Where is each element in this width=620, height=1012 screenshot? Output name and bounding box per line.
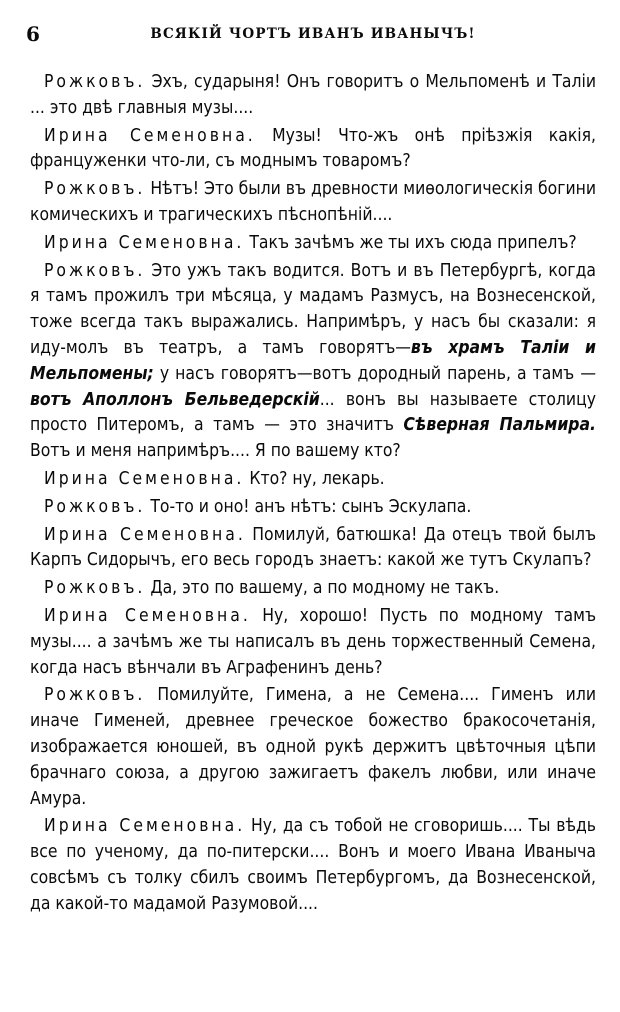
speech-text: ... вонъ вы называете столицу просто Питеромъ, а тамъ — это значитъ [30,389,596,436]
dialogue-paragraph [30,231,596,257]
speech-text: Музы! Что-жъ онѣ пріѣзжія какія, француженки что-ли, съ моднымъ товаромъ? [30,125,596,172]
speaker-name: Рожковъ. [44,72,146,92]
speech-text: у насъ говорятъ—вотъ дородный парень, а тамъ — [153,363,596,384]
speech-text: Помилуйте, Гимена, а не Семена.... Гименъ или иначе Гименей, древнее греческое божество бракосочетанія, изображается юношей, въ одной рукѣ держитъ цвѣточныя цѣпи брачнаго союза, а другою зажигаетъ факелъ любви, или иначе Амура. [30,685,596,809]
speaker-name: Рожковъ. [44,685,146,706]
speech-text: Да, это по вашему, а по модному не такъ. [145,578,500,599]
speaker-name: Ирина Семеновна. [44,468,245,489]
dialogue-paragraph [30,124,596,176]
speaker-name: Рожковъ. [44,260,146,281]
dialogue-paragraph [30,576,596,602]
speech-text: То-то и оно! анъ нѣтъ: сынъ Эскулапа. [145,496,472,517]
dialogue-paragraph [30,70,596,122]
dialogue-paragraph [30,814,596,917]
dialogue-paragraph [30,259,596,465]
dialogue-paragraph [30,495,596,521]
speech-text: Ну, да съ тобой не сговоришь.... Ты вѣдь все по ученому, да по-питерски.... Вонъ и моего Ивана Иваныча совсѣмъ съ толку сбилъ своимъ Петербургомъ, да Вознесенской, да какой-то мадамой Разумовой.... [30,816,597,914]
speaker-name: Рожковъ. [44,496,146,517]
speech-text: Ну, хорошо! Пусть по модному тамъ музы.... а зачѣмъ же ты написалъ въ день торжественный Семена, когда насъ вѣнчали въ Аграфенинъ день? [30,605,596,678]
speech-text: Помилуй, батюшка! Да отецъ твой былъ Карпъ Сидорычъ, его весь городъ знаетъ: какой же тутъ Скулапъ? [30,524,596,571]
speaker-name: Ирина Семеновна. [44,816,246,837]
speech-text: Нѣтъ! Это были въ древности миѳологическія богини комическихъ и трагическихъ пѣснопѣній.... [30,179,596,225]
dialogue-paragraph [30,467,596,493]
speech-text: Кто? ну, лекарь. [244,468,385,489]
dialogue-paragraph [30,683,596,812]
speech-text: Вотъ и меня напримѣръ.... Я по вашему кто? [30,441,401,462]
dialogue-paragraph [30,177,596,229]
italic-phrase: вотъ Аполлонъ Бельведерскій [30,389,320,410]
dialogue-paragraph [30,523,596,575]
speaker-name: Рожковъ. [44,578,146,599]
running-title: ВСЯКІЙ ЧОРТЪ ИВАНЪ ИВАНЫЧЪ! [150,26,476,42]
italic-phrase: Сѣверная Пальмира. [403,415,596,436]
page-header [26,22,596,48]
page-body [30,70,596,918]
speaker-name: Ирина Семеновна. [44,125,256,146]
speech-text: Это ужъ такъ водится. Вотъ и въ Петербургѣ, когда я тамъ прожилъ три мѣсяца, у мадамъ Размусъ, на Вознесенской, тоже всегда такъ выражались. Напримѣръ, у насъ бы сказали: я иду-молъ въ театръ, а тамъ говорятъ— [30,260,596,358]
speech-text: Такъ зачѣмъ же ты ихъ сюда припелъ? [244,232,577,253]
speaker-name: Ирина Семеновна. [44,605,251,626]
italic-phrase: въ храмъ Таліи и Мельпомены; [30,337,597,384]
speaker-name: Ирина Семеновна. [44,524,246,545]
speaker-name: Рожковъ. [44,179,146,200]
page-number: 6 [26,22,40,46]
speech-text: Эхъ, сударыня! Онъ говоритъ о Мельпоменѣ и Таліи ... это двѣ главныя музы.... [30,72,596,118]
speaker-name: Ирина Семеновна. [44,232,245,253]
dialogue-paragraph [30,604,596,681]
